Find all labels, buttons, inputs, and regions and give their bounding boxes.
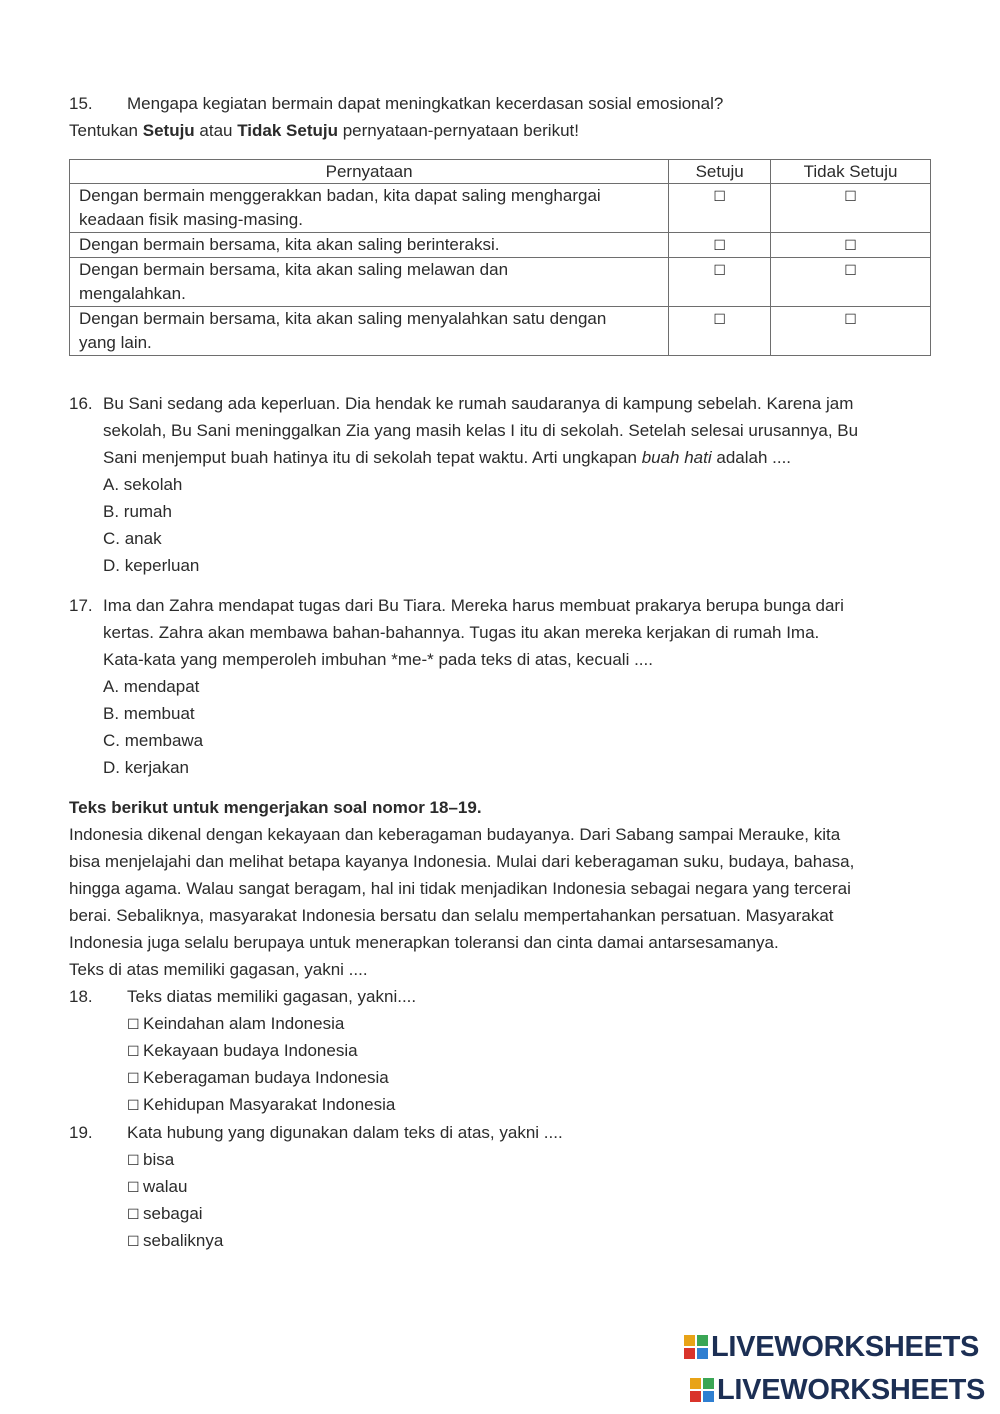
checkbox-icon[interactable]: ☐ bbox=[127, 1097, 140, 1113]
q18-number: 18. bbox=[69, 987, 93, 1006]
q17-number: 17. bbox=[69, 596, 93, 615]
passage-line: Indonesia dikenal dengan kekayaan dan keberagaman budayanya. Dari Sabang sampai Merauke, kita bbox=[69, 825, 841, 844]
q17-text-line: Kata-kata yang memperoleh imbuhan *me-* pada teks di atas, kecuali .... bbox=[103, 650, 653, 669]
header-setuju: Setuju bbox=[669, 160, 771, 184]
q16-option-b[interactable]: B. rumah bbox=[103, 502, 172, 521]
liveworksheets-mark-icon bbox=[690, 1378, 714, 1402]
setuju-checkbox[interactable]: ☐ bbox=[669, 258, 771, 307]
q19-option[interactable]: ☐ walau bbox=[127, 1177, 188, 1196]
q16-italic-phrase: buah hati bbox=[641, 448, 712, 467]
instruction-text: pernyataan-pernyataan berikut! bbox=[338, 121, 579, 140]
q18-option[interactable]: ☐ Keindahan alam Indonesia bbox=[127, 1014, 345, 1033]
checkbox-icon[interactable]: ☐ bbox=[127, 1152, 140, 1168]
instruction-text: atau bbox=[194, 121, 238, 140]
q16-option-d[interactable]: D. keperluan bbox=[103, 556, 200, 575]
setuju-checkbox[interactable]: ☐ bbox=[669, 184, 771, 233]
checkbox-icon[interactable]: ☐ bbox=[127, 1070, 140, 1086]
setuju-checkbox[interactable]: ☐ bbox=[669, 233, 771, 258]
instruction-setuju: Setuju bbox=[142, 121, 195, 140]
liveworksheets-mark-icon bbox=[684, 1335, 708, 1359]
tidak-setuju-checkbox[interactable]: ☐ bbox=[771, 233, 931, 258]
table-row bbox=[70, 258, 931, 307]
instruction-text: Tentukan bbox=[69, 121, 143, 140]
q16-text-line: Sani menjemput buah hatinya itu di sekolah tepat waktu. Arti ungkapan buah hati adalah .... bbox=[103, 448, 792, 467]
q17-option-d[interactable]: D. kerjakan bbox=[103, 758, 189, 777]
q16-text-line: sekolah, Bu Sani meninggalkan Zia yang masih kelas I itu di sekolah. Setelah selesai urusannya, Bu bbox=[103, 421, 859, 440]
passage-heading: Teks berikut untuk mengerjakan soal nomor 18–19. bbox=[69, 798, 482, 817]
checkbox-icon[interactable]: ☐ bbox=[127, 1016, 140, 1032]
statement-cell: Dengan bermain bersama, kita akan saling melawan dan mengalahkan. bbox=[70, 258, 669, 307]
statement-cell: Dengan bermain bersama, kita akan saling menyalahkan satu dengan yang lain. bbox=[70, 307, 669, 356]
q16-number: 16. bbox=[69, 394, 93, 413]
tidak-setuju-checkbox[interactable]: ☐ bbox=[771, 307, 931, 356]
q17-option-c[interactable]: C. membawa bbox=[103, 731, 204, 750]
q18-option[interactable]: ☐ Keberagaman budaya Indonesia bbox=[127, 1068, 389, 1087]
q15-instruction bbox=[69, 120, 579, 142]
q17-option-a[interactable]: A. mendapat bbox=[103, 677, 200, 696]
statement-table bbox=[69, 159, 931, 356]
q19-option[interactable]: ☐ sebagai bbox=[127, 1204, 203, 1223]
table-row bbox=[70, 184, 931, 233]
statement-cell: Dengan bermain bersama, kita akan saling berinteraksi. bbox=[70, 233, 669, 258]
q19-number: 19. bbox=[69, 1123, 93, 1142]
q15-number: 15. bbox=[69, 94, 93, 113]
instruction-tidak-setuju: Tidak Setuju bbox=[237, 121, 338, 140]
q17-text-line: Ima dan Zahra mendapat tugas dari Bu Tiara. Mereka harus membuat prakarya berupa bunga dari bbox=[103, 596, 844, 615]
q17-text-line: kertas. Zahra akan membawa bahan-bahannya. Tugas itu akan mereka kerjakan di rumah Ima. bbox=[103, 623, 820, 642]
checkbox-icon[interactable]: ☐ bbox=[127, 1233, 140, 1249]
liveworksheets-logo: LIVEWORKSHEETS bbox=[690, 1374, 985, 1406]
table-header-row bbox=[70, 160, 931, 184]
q19-question: Kata hubung yang digunakan dalam teks di atas, yakni .... bbox=[127, 1123, 563, 1142]
q16-option-c[interactable]: C. anak bbox=[103, 529, 162, 548]
checkbox-icon[interactable]: ☐ bbox=[127, 1206, 140, 1222]
q16-option-a[interactable]: A. sekolah bbox=[103, 475, 183, 494]
statement-cell: Dengan bermain menggerakkan badan, kita dapat saling menghargai keadaan fisik masing-masing. bbox=[70, 184, 669, 233]
passage-line: Indonesia juga selalu berupaya untuk menerapkan toleransi dan cinta damai antarsesamanya. bbox=[69, 933, 779, 952]
setuju-checkbox[interactable]: ☐ bbox=[669, 307, 771, 356]
header-tidak-setuju: Tidak Setuju bbox=[771, 160, 931, 184]
table-row bbox=[70, 307, 931, 356]
liveworksheets-logo: LIVEWORKSHEETS bbox=[684, 1331, 979, 1363]
tidak-setuju-checkbox[interactable]: ☐ bbox=[771, 184, 931, 233]
checkbox-icon[interactable]: ☐ bbox=[127, 1043, 140, 1059]
q17-option-b[interactable]: B. membuat bbox=[103, 704, 195, 723]
tidak-setuju-checkbox[interactable]: ☐ bbox=[771, 258, 931, 307]
q18-option[interactable]: ☐ Kehidupan Masyarakat Indonesia bbox=[127, 1095, 396, 1114]
q18-question: Teks diatas memiliki gagasan, yakni.... bbox=[127, 987, 417, 1006]
passage-line: bisa menjelajahi dan melihat betapa kayanya Indonesia. Mulai dari keberagaman suku, budaya, bahasa, bbox=[69, 852, 855, 871]
q19-option[interactable]: ☐ bisa bbox=[127, 1150, 175, 1169]
q15-question: Mengapa kegiatan bermain dapat meningkatkan kecerdasan sosial emosional? bbox=[127, 94, 724, 113]
table-row bbox=[70, 233, 931, 258]
passage-line: berai. Sebaliknya, masyarakat Indonesia bersatu dan selalu mempertahankan persatuan. Masyarakat bbox=[69, 906, 834, 925]
checkbox-icon[interactable]: ☐ bbox=[127, 1179, 140, 1195]
q19-option[interactable]: ☐ sebaliknya bbox=[127, 1231, 224, 1250]
q18-option[interactable]: ☐ Kekayaan budaya Indonesia bbox=[127, 1041, 358, 1060]
header-pernyataan: Pernyataan bbox=[70, 160, 669, 184]
q16-text-line: Bu Sani sedang ada keperluan. Dia hendak ke rumah saudaranya di kampung sebelah. Karena jam bbox=[103, 394, 854, 413]
passage-line: Teks di atas memiliki gagasan, yakni .... bbox=[69, 960, 368, 979]
passage-line: hingga agama. Walau sangat beragam, hal ini tidak menjadikan Indonesia sebagai negara yang tercerai bbox=[69, 879, 851, 898]
